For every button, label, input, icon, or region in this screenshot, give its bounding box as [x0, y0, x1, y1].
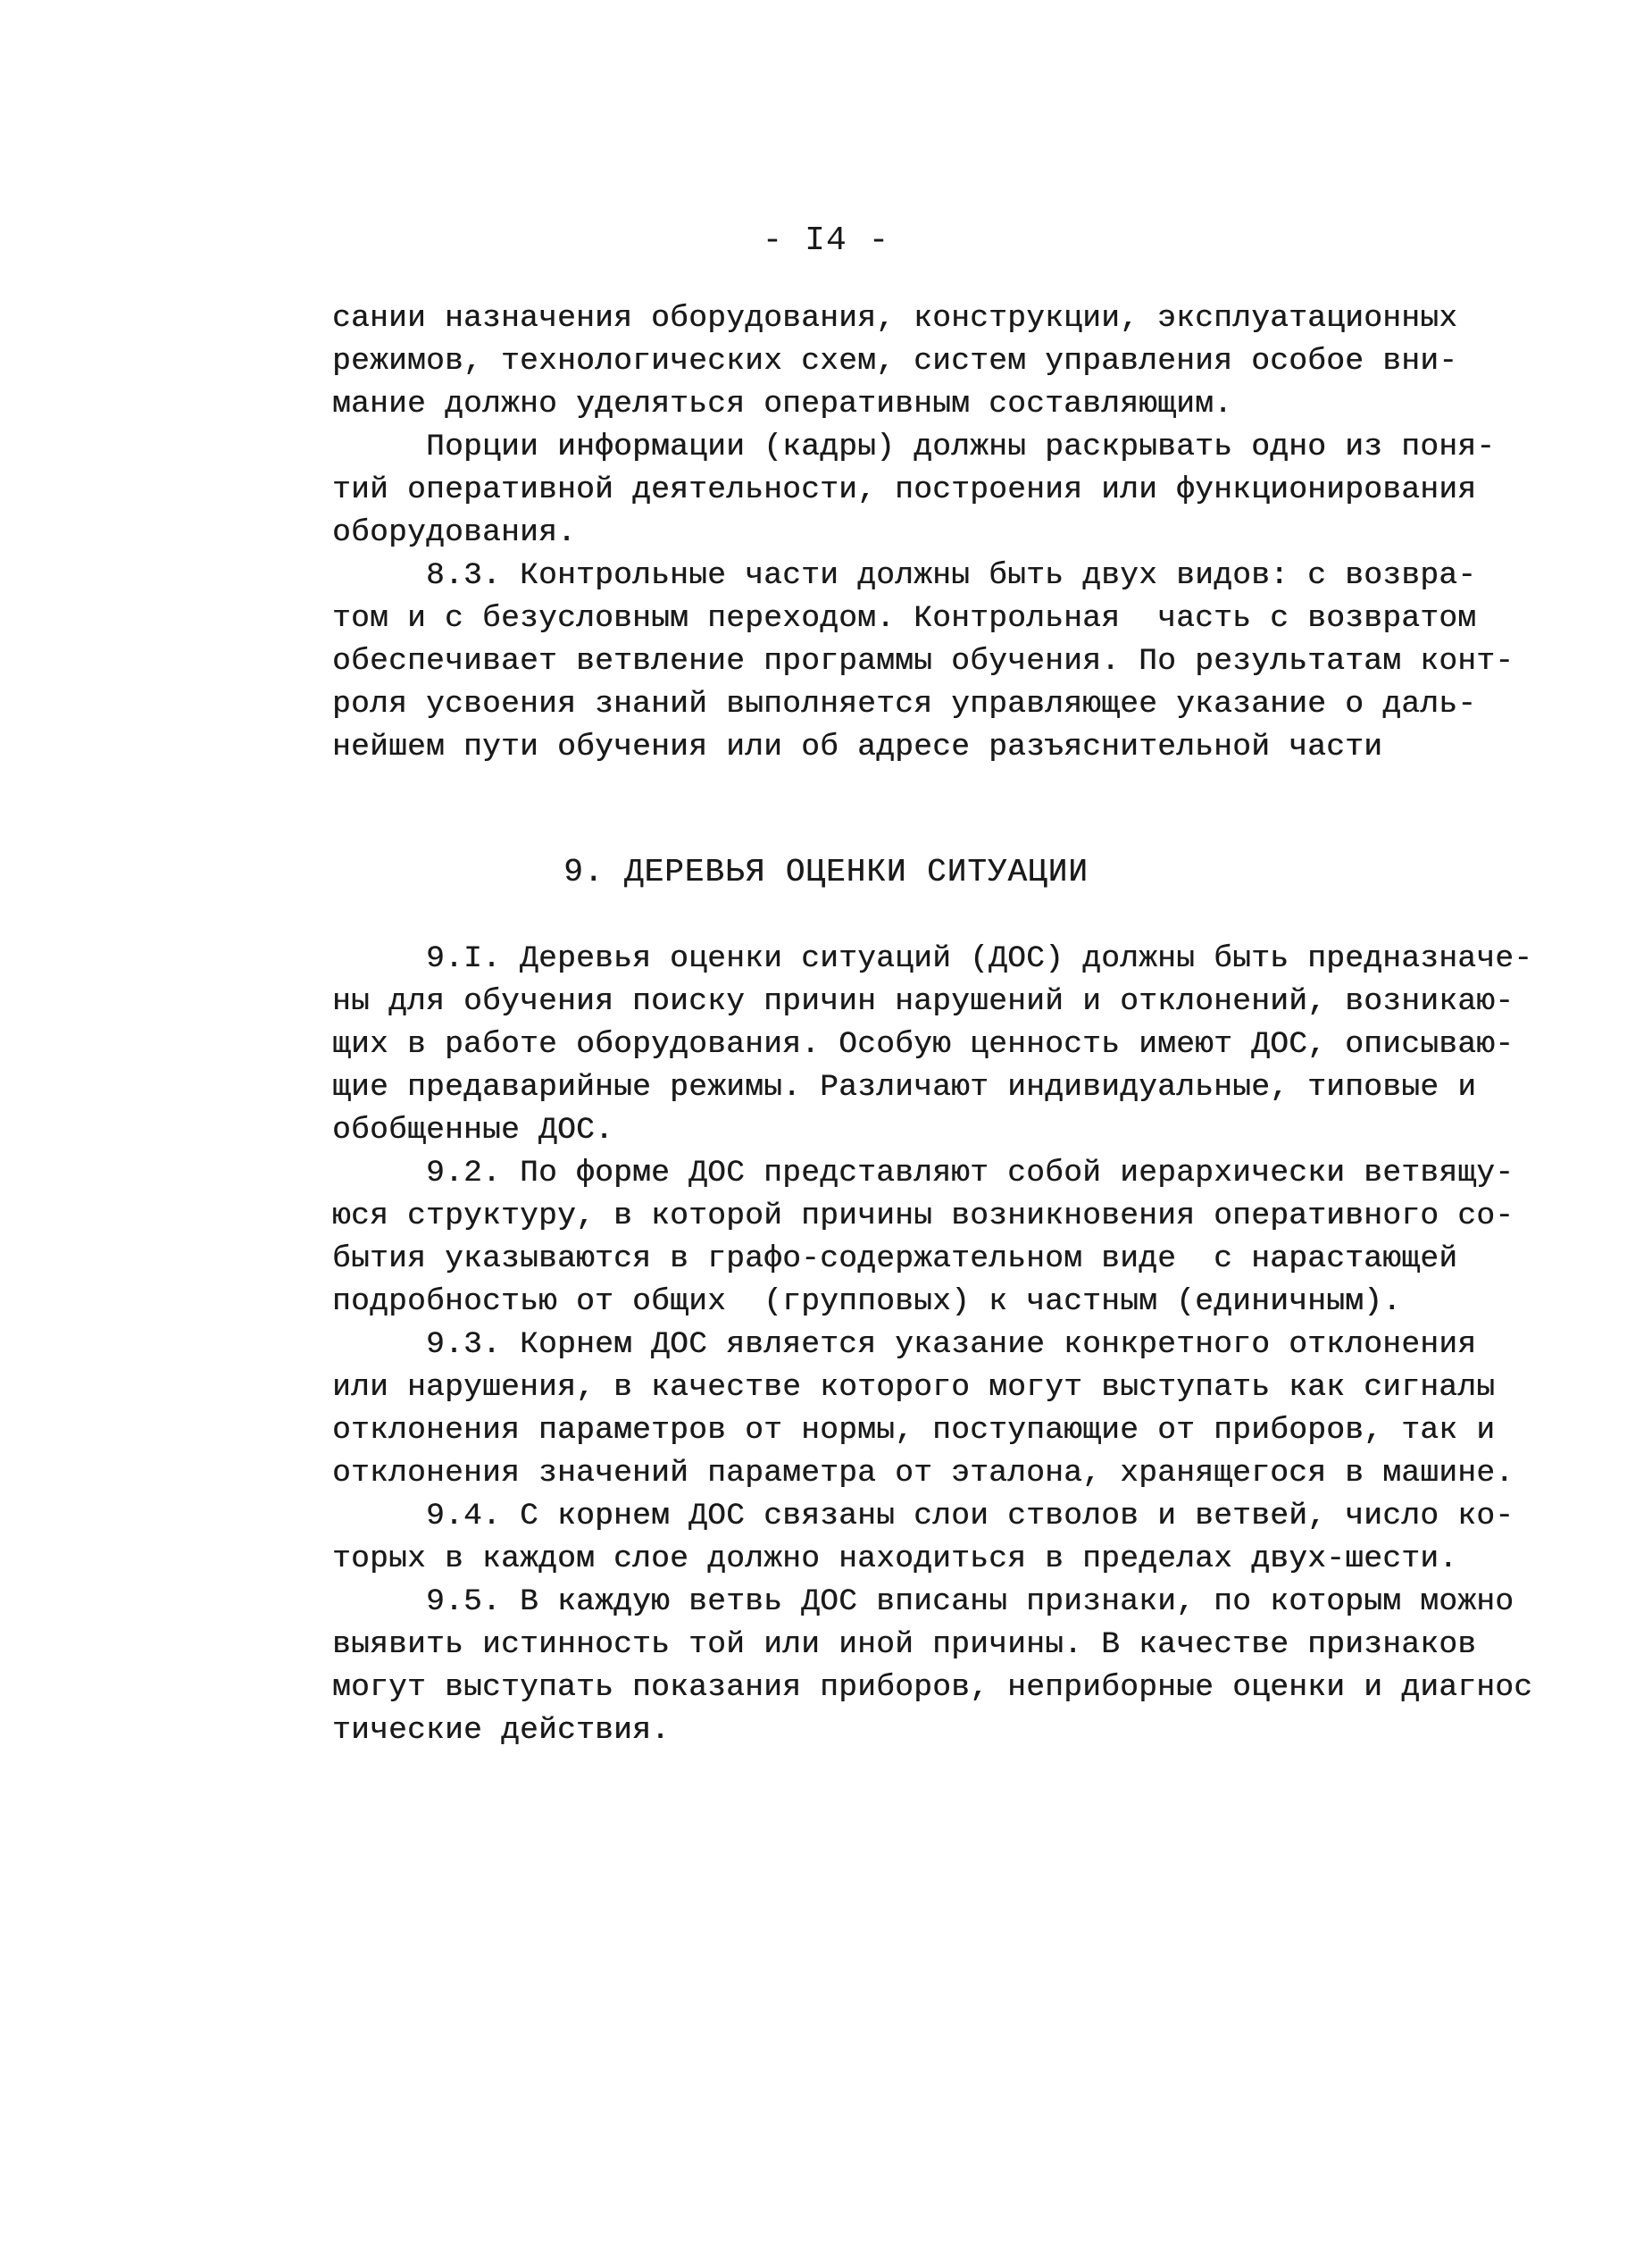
text-line: оборудования. [332, 515, 577, 550]
text-line: 8.3. Контрольные части должны быть двух видов: с возвра- [332, 558, 1477, 593]
text-line: том и с безусловным переходом. Контрольная часть с возвратом [332, 601, 1477, 636]
text-line: 9.4. С корнем ДОС связаны слои стволов и ветвей, число ко- [332, 1499, 1514, 1533]
text-line: роля усвоения знаний выполняется управляющее указание о даль- [332, 687, 1477, 722]
text-line: режимов, технологических схем, систем управления особое вни- [332, 344, 1458, 379]
section-heading: 9. ДЕРЕВЬЯ ОЦЕНКИ СИТУАЦИИ [563, 854, 1089, 890]
lower-text-block [332, 938, 1533, 1752]
text-line: нейшем пути обучения или об адресе разъяснительной части [332, 730, 1383, 764]
text-line: отклонения значений параметра от эталона, хранящегося в машине. [332, 1456, 1514, 1491]
text-line: обобщенные ДОС. [332, 1113, 614, 1148]
text-line: 9.5. В каждую ветвь ДОС вписаны признаки, по которым можно [332, 1584, 1514, 1619]
text-line: выявить истинность той или иной причины. В качестве признаков [332, 1627, 1477, 1662]
text-line: или нарушения, в качестве которого могут выступать как сигналы [332, 1370, 1496, 1405]
text-line: бытия указываются в графо-содержательном виде с нарастающей [332, 1241, 1458, 1276]
upper-text-block [332, 297, 1514, 769]
page-number: - I4 - [762, 221, 890, 260]
text-line: подробностью от общих (групповых) к частным (единичным). [332, 1284, 1402, 1319]
text-line: тий оперативной деятельности, построения или функционирования [332, 472, 1477, 507]
text-line: щие предаварийные режимы. Различают индивидуальные, типовые и [332, 1070, 1477, 1105]
text-line: 9.2. По форме ДОС представляют собой иерархически ветвящу- [332, 1156, 1514, 1190]
text-line: 9.I. Деревья оценки ситуаций (ДОС) должны быть предназначе- [332, 941, 1533, 976]
text-line: тические действия. [332, 1713, 671, 1748]
text-line: 9.3. Корнем ДОС является указание конкретного отклонения [332, 1327, 1477, 1362]
text-line: юся структуру, в которой причины возникновения оперативного со- [332, 1199, 1514, 1233]
text-line: могут выступать показания приборов, неприборные оценки и диагнос [332, 1670, 1533, 1705]
text-line: торых в каждом слое должно находиться в пределах двух-шести. [332, 1541, 1458, 1576]
text-line: обеспечивает ветвление программы обучения. По результатам конт- [332, 644, 1514, 679]
text-line: отклонения параметров от нормы, поступающие от приборов, так и [332, 1413, 1496, 1448]
text-line: ны для обучения поиску причин нарушений и отклонений, возникаю- [332, 984, 1514, 1019]
text-line: сании назначения оборудования, конструкции, эксплуатационных [332, 301, 1458, 336]
text-line: щих в работе оборудования. Особую ценность имеют ДОС, описываю- [332, 1027, 1514, 1062]
text-line: Порции информации (кадры) должны раскрывать одно из поня- [332, 430, 1496, 464]
text-line: мание должно уделяться оперативным составляющим. [332, 387, 1233, 422]
